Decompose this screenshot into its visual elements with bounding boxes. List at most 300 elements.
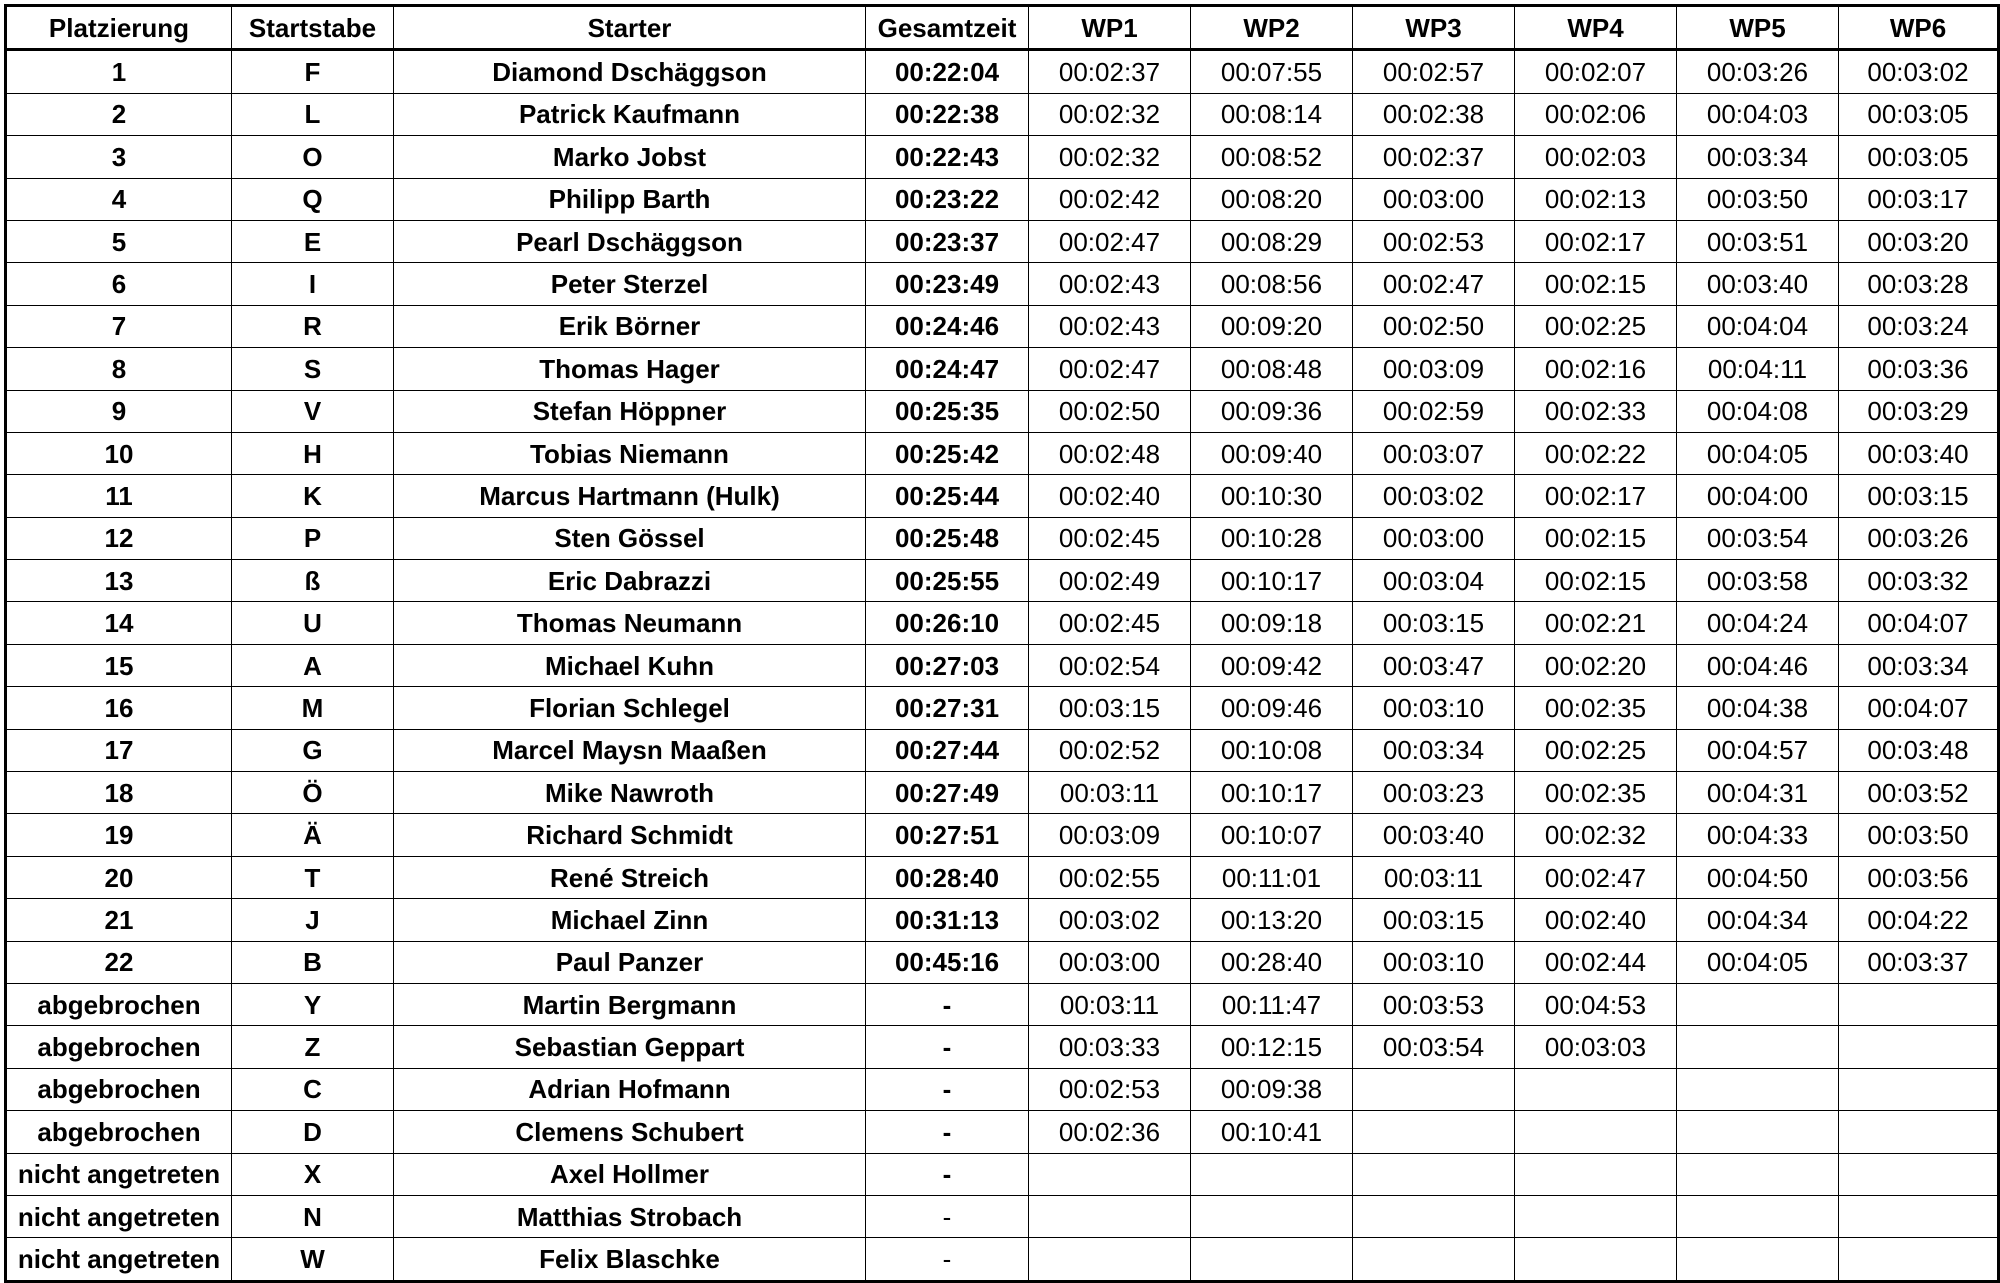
- placement-cell: nicht angetreten: [6, 1238, 232, 1281]
- starter-name-cell: Marcus Hartmann (Hulk): [394, 475, 866, 517]
- table-row: [6, 390, 1999, 432]
- table-row: [6, 432, 1999, 474]
- starter-name-cell: Peter Sterzel: [394, 263, 866, 305]
- header-gesamtzeit: Gesamtzeit: [866, 6, 1029, 50]
- wp6-time-cell: [1839, 1111, 1999, 1153]
- wp4-time-cell: 00:02:25: [1515, 729, 1677, 771]
- total-time-cell: 00:45:16: [866, 941, 1029, 983]
- total-time-cell: 00:31:13: [866, 899, 1029, 941]
- wp4-time-cell: 00:04:53: [1515, 983, 1677, 1025]
- wp6-time-cell: [1839, 1026, 1999, 1068]
- wp6-time-cell: [1839, 1068, 1999, 1110]
- table-row: [6, 220, 1999, 262]
- total-time-cell: 00:25:42: [866, 432, 1029, 474]
- wp4-time-cell: 00:02:15: [1515, 517, 1677, 559]
- total-time-cell: 00:25:55: [866, 560, 1029, 602]
- wp1-time-cell: 00:02:43: [1029, 305, 1191, 347]
- wp3-time-cell: 00:02:47: [1353, 263, 1515, 305]
- wp5-time-cell: 00:04:46: [1677, 644, 1839, 686]
- total-time-cell: 00:24:46: [866, 305, 1029, 347]
- wp2-time-cell: 00:09:40: [1191, 432, 1353, 474]
- wp4-time-cell: 00:02:15: [1515, 263, 1677, 305]
- starter-name-cell: Felix Blaschke: [394, 1238, 866, 1281]
- wp4-time-cell: 00:02:35: [1515, 687, 1677, 729]
- starter-name-cell: Thomas Neumann: [394, 602, 866, 644]
- placement-cell: 6: [6, 263, 232, 305]
- startstabe-cell: H: [232, 432, 394, 474]
- wp5-time-cell: 00:03:54: [1677, 517, 1839, 559]
- wp5-time-cell: 00:04:05: [1677, 941, 1839, 983]
- wp6-time-cell: [1839, 1195, 1999, 1237]
- starter-name-cell: Sten Gössel: [394, 517, 866, 559]
- wp5-time-cell: 00:03:51: [1677, 220, 1839, 262]
- wp2-time-cell: 00:10:07: [1191, 814, 1353, 856]
- wp2-time-cell: 00:10:17: [1191, 772, 1353, 814]
- wp5-time-cell: 00:04:00: [1677, 475, 1839, 517]
- wp4-time-cell: 00:02:06: [1515, 93, 1677, 135]
- startstabe-cell: B: [232, 941, 394, 983]
- total-time-cell: 00:24:47: [866, 348, 1029, 390]
- wp3-time-cell: 00:03:00: [1353, 517, 1515, 559]
- table-row: [6, 729, 1999, 771]
- wp4-time-cell: 00:02:03: [1515, 136, 1677, 178]
- total-time-cell: 00:22:38: [866, 93, 1029, 135]
- startstabe-cell: P: [232, 517, 394, 559]
- wp4-time-cell: 00:03:03: [1515, 1026, 1677, 1068]
- wp4-time-cell: [1515, 1195, 1677, 1237]
- wp2-time-cell: 00:08:20: [1191, 178, 1353, 220]
- starter-name-cell: Michael Kuhn: [394, 644, 866, 686]
- wp1-time-cell: 00:03:15: [1029, 687, 1191, 729]
- wp4-time-cell: 00:02:13: [1515, 178, 1677, 220]
- wp1-time-cell: 00:02:54: [1029, 644, 1191, 686]
- wp5-time-cell: 00:04:04: [1677, 305, 1839, 347]
- wp4-time-cell: 00:02:21: [1515, 602, 1677, 644]
- wp5-time-cell: 00:04:34: [1677, 899, 1839, 941]
- wp6-time-cell: 00:03:28: [1839, 263, 1999, 305]
- placement-cell: abgebrochen: [6, 1026, 232, 1068]
- startstabe-cell: W: [232, 1238, 394, 1281]
- wp4-time-cell: 00:02:16: [1515, 348, 1677, 390]
- total-time-cell: 00:28:40: [866, 856, 1029, 898]
- wp2-time-cell: 00:11:01: [1191, 856, 1353, 898]
- startstabe-cell: S: [232, 348, 394, 390]
- wp6-time-cell: 00:03:15: [1839, 475, 1999, 517]
- placement-cell: 19: [6, 814, 232, 856]
- wp3-time-cell: 00:03:53: [1353, 983, 1515, 1025]
- placement-cell: nicht angetreten: [6, 1153, 232, 1195]
- wp1-time-cell: 00:03:11: [1029, 772, 1191, 814]
- wp4-time-cell: 00:02:07: [1515, 50, 1677, 93]
- table-row: [6, 644, 1999, 686]
- table-row: [6, 602, 1999, 644]
- wp6-time-cell: [1839, 1153, 1999, 1195]
- wp6-time-cell: 00:03:50: [1839, 814, 1999, 856]
- placement-cell: 8: [6, 348, 232, 390]
- wp5-time-cell: [1677, 983, 1839, 1025]
- wp3-time-cell: [1353, 1153, 1515, 1195]
- wp2-time-cell: [1191, 1153, 1353, 1195]
- startstabe-cell: R: [232, 305, 394, 347]
- table-body: [6, 50, 1999, 1281]
- wp3-time-cell: 00:02:57: [1353, 50, 1515, 93]
- wp6-time-cell: 00:04:07: [1839, 602, 1999, 644]
- header-row: [6, 6, 1999, 50]
- wp3-time-cell: 00:03:04: [1353, 560, 1515, 602]
- total-time-cell: -: [866, 1068, 1029, 1110]
- wp6-time-cell: 00:03:34: [1839, 644, 1999, 686]
- table-row: [6, 178, 1999, 220]
- startstabe-cell: M: [232, 687, 394, 729]
- startstabe-cell: Y: [232, 983, 394, 1025]
- wp1-time-cell: 00:02:48: [1029, 432, 1191, 474]
- wp3-time-cell: 00:03:10: [1353, 941, 1515, 983]
- startstabe-cell: K: [232, 475, 394, 517]
- wp5-time-cell: 00:04:08: [1677, 390, 1839, 432]
- wp6-time-cell: 00:03:36: [1839, 348, 1999, 390]
- wp4-time-cell: 00:02:32: [1515, 814, 1677, 856]
- wp1-time-cell: 00:02:45: [1029, 517, 1191, 559]
- wp6-time-cell: 00:03:05: [1839, 136, 1999, 178]
- wp1-time-cell: 00:03:33: [1029, 1026, 1191, 1068]
- starter-name-cell: Matthias Strobach: [394, 1195, 866, 1237]
- startstabe-cell: L: [232, 93, 394, 135]
- total-time-cell: -: [866, 1111, 1029, 1153]
- wp3-time-cell: 00:02:59: [1353, 390, 1515, 432]
- total-time-cell: -: [866, 1195, 1029, 1237]
- table-row: [6, 899, 1999, 941]
- wp4-time-cell: 00:02:47: [1515, 856, 1677, 898]
- wp3-time-cell: 00:03:02: [1353, 475, 1515, 517]
- wp5-time-cell: 00:04:57: [1677, 729, 1839, 771]
- wp3-time-cell: 00:03:10: [1353, 687, 1515, 729]
- table-row: [6, 305, 1999, 347]
- wp4-time-cell: 00:02:17: [1515, 475, 1677, 517]
- header-wp1: WP1: [1029, 6, 1191, 50]
- table-row: [6, 263, 1999, 305]
- wp3-time-cell: 00:03:23: [1353, 772, 1515, 814]
- wp5-time-cell: [1677, 1026, 1839, 1068]
- startstabe-cell: G: [232, 729, 394, 771]
- wp5-time-cell: [1677, 1068, 1839, 1110]
- table-row: [6, 1111, 1999, 1153]
- wp6-time-cell: 00:03:29: [1839, 390, 1999, 432]
- wp2-time-cell: 00:08:52: [1191, 136, 1353, 178]
- starter-name-cell: Mike Nawroth: [394, 772, 866, 814]
- starter-name-cell: Tobias Niemann: [394, 432, 866, 474]
- wp4-time-cell: [1515, 1068, 1677, 1110]
- total-time-cell: 00:27:51: [866, 814, 1029, 856]
- wp5-time-cell: [1677, 1153, 1839, 1195]
- wp2-time-cell: 00:10:28: [1191, 517, 1353, 559]
- total-time-cell: 00:27:31: [866, 687, 1029, 729]
- total-time-cell: 00:22:43: [866, 136, 1029, 178]
- wp5-time-cell: [1677, 1195, 1839, 1237]
- placement-cell: 20: [6, 856, 232, 898]
- wp6-time-cell: [1839, 983, 1999, 1025]
- startstabe-cell: F: [232, 50, 394, 93]
- starter-name-cell: René Streich: [394, 856, 866, 898]
- wp6-time-cell: 00:03:17: [1839, 178, 1999, 220]
- wp6-time-cell: 00:03:24: [1839, 305, 1999, 347]
- placement-cell: 1: [6, 50, 232, 93]
- placement-cell: 14: [6, 602, 232, 644]
- startstabe-cell: A: [232, 644, 394, 686]
- startstabe-cell: V: [232, 390, 394, 432]
- wp5-time-cell: 00:04:11: [1677, 348, 1839, 390]
- table-row: [6, 772, 1999, 814]
- total-time-cell: -: [866, 1153, 1029, 1195]
- startstabe-cell: ß: [232, 560, 394, 602]
- wp3-time-cell: 00:03:40: [1353, 814, 1515, 856]
- wp2-time-cell: 00:09:18: [1191, 602, 1353, 644]
- wp1-time-cell: 00:02:49: [1029, 560, 1191, 602]
- table-row: [6, 50, 1999, 93]
- total-time-cell: 00:25:48: [866, 517, 1029, 559]
- wp4-time-cell: 00:02:20: [1515, 644, 1677, 686]
- table-row: [6, 687, 1999, 729]
- wp3-time-cell: 00:03:11: [1353, 856, 1515, 898]
- wp6-time-cell: 00:03:37: [1839, 941, 1999, 983]
- wp3-time-cell: 00:03:54: [1353, 1026, 1515, 1068]
- wp1-time-cell: 00:03:11: [1029, 983, 1191, 1025]
- header-wp4: WP4: [1515, 6, 1677, 50]
- table-row: [6, 560, 1999, 602]
- total-time-cell: 00:25:44: [866, 475, 1029, 517]
- wp3-time-cell: [1353, 1238, 1515, 1281]
- header-platzierung: Platzierung: [6, 6, 232, 50]
- header-wp3: WP3: [1353, 6, 1515, 50]
- wp4-time-cell: 00:02:44: [1515, 941, 1677, 983]
- results-table: [4, 4, 2000, 1283]
- total-time-cell: -: [866, 983, 1029, 1025]
- wp3-time-cell: 00:02:37: [1353, 136, 1515, 178]
- table-row: [6, 136, 1999, 178]
- starter-name-cell: Axel Hollmer: [394, 1153, 866, 1195]
- wp3-time-cell: 00:02:50: [1353, 305, 1515, 347]
- wp3-time-cell: 00:02:38: [1353, 93, 1515, 135]
- placement-cell: 2: [6, 93, 232, 135]
- table-row: [6, 1068, 1999, 1110]
- starter-name-cell: Pearl Dschäggson: [394, 220, 866, 262]
- startstabe-cell: O: [232, 136, 394, 178]
- wp3-time-cell: 00:03:47: [1353, 644, 1515, 686]
- wp4-time-cell: 00:02:40: [1515, 899, 1677, 941]
- placement-cell: 3: [6, 136, 232, 178]
- wp5-time-cell: 00:03:40: [1677, 263, 1839, 305]
- total-time-cell: 00:25:35: [866, 390, 1029, 432]
- wp6-time-cell: 00:04:22: [1839, 899, 1999, 941]
- wp1-time-cell: [1029, 1153, 1191, 1195]
- starter-name-cell: Philipp Barth: [394, 178, 866, 220]
- wp3-time-cell: 00:03:15: [1353, 602, 1515, 644]
- wp2-time-cell: 00:12:15: [1191, 1026, 1353, 1068]
- wp1-time-cell: 00:02:32: [1029, 136, 1191, 178]
- total-time-cell: 00:27:49: [866, 772, 1029, 814]
- wp2-time-cell: 00:13:20: [1191, 899, 1353, 941]
- total-time-cell: -: [866, 1238, 1029, 1281]
- wp2-time-cell: 00:09:38: [1191, 1068, 1353, 1110]
- wp2-time-cell: 00:08:29: [1191, 220, 1353, 262]
- wp1-time-cell: 00:02:55: [1029, 856, 1191, 898]
- wp6-time-cell: 00:03:20: [1839, 220, 1999, 262]
- startstabe-cell: J: [232, 899, 394, 941]
- starter-name-cell: Marcel Maysn Maaßen: [394, 729, 866, 771]
- startstabe-cell: Q: [232, 178, 394, 220]
- wp2-time-cell: 00:09:46: [1191, 687, 1353, 729]
- wp1-time-cell: 00:02:42: [1029, 178, 1191, 220]
- placement-cell: 16: [6, 687, 232, 729]
- placement-cell: 21: [6, 899, 232, 941]
- total-time-cell: 00:26:10: [866, 602, 1029, 644]
- wp3-time-cell: 00:02:53: [1353, 220, 1515, 262]
- wp2-time-cell: 00:11:47: [1191, 983, 1353, 1025]
- header-starter: Starter: [394, 6, 866, 50]
- table-row: [6, 1195, 1999, 1237]
- wp4-time-cell: 00:02:15: [1515, 560, 1677, 602]
- wp1-time-cell: 00:02:32: [1029, 93, 1191, 135]
- wp3-time-cell: 00:03:15: [1353, 899, 1515, 941]
- wp4-time-cell: [1515, 1238, 1677, 1281]
- startstabe-cell: N: [232, 1195, 394, 1237]
- wp2-time-cell: 00:10:08: [1191, 729, 1353, 771]
- starter-name-cell: Thomas Hager: [394, 348, 866, 390]
- starter-name-cell: Michael Zinn: [394, 899, 866, 941]
- wp2-time-cell: 00:09:42: [1191, 644, 1353, 686]
- startstabe-cell: X: [232, 1153, 394, 1195]
- startstabe-cell: Z: [232, 1026, 394, 1068]
- placement-cell: 5: [6, 220, 232, 262]
- starter-name-cell: Adrian Hofmann: [394, 1068, 866, 1110]
- total-time-cell: 00:27:03: [866, 644, 1029, 686]
- table-row: [6, 475, 1999, 517]
- wp6-time-cell: 00:03:52: [1839, 772, 1999, 814]
- wp3-time-cell: 00:03:34: [1353, 729, 1515, 771]
- wp4-time-cell: 00:02:25: [1515, 305, 1677, 347]
- wp3-time-cell: 00:03:00: [1353, 178, 1515, 220]
- table-row: [6, 1026, 1999, 1068]
- wp1-time-cell: 00:03:02: [1029, 899, 1191, 941]
- wp4-time-cell: [1515, 1153, 1677, 1195]
- wp2-time-cell: 00:10:30: [1191, 475, 1353, 517]
- wp2-time-cell: 00:08:48: [1191, 348, 1353, 390]
- wp2-time-cell: [1191, 1195, 1353, 1237]
- wp1-time-cell: 00:02:36: [1029, 1111, 1191, 1153]
- placement-cell: 4: [6, 178, 232, 220]
- wp2-time-cell: 00:09:36: [1191, 390, 1353, 432]
- wp2-time-cell: 00:09:20: [1191, 305, 1353, 347]
- starter-name-cell: Erik Börner: [394, 305, 866, 347]
- wp3-time-cell: [1353, 1111, 1515, 1153]
- startstabe-cell: C: [232, 1068, 394, 1110]
- placement-cell: nicht angetreten: [6, 1195, 232, 1237]
- starter-name-cell: Patrick Kaufmann: [394, 93, 866, 135]
- wp1-time-cell: 00:02:52: [1029, 729, 1191, 771]
- wp6-time-cell: 00:03:40: [1839, 432, 1999, 474]
- startstabe-cell: D: [232, 1111, 394, 1153]
- header-wp6: WP6: [1839, 6, 1999, 50]
- starter-name-cell: Richard Schmidt: [394, 814, 866, 856]
- total-time-cell: 00:23:22: [866, 178, 1029, 220]
- wp6-time-cell: 00:03:02: [1839, 50, 1999, 93]
- wp1-time-cell: 00:02:43: [1029, 263, 1191, 305]
- wp2-time-cell: 00:28:40: [1191, 941, 1353, 983]
- placement-cell: abgebrochen: [6, 1068, 232, 1110]
- wp5-time-cell: 00:03:26: [1677, 50, 1839, 93]
- wp2-time-cell: 00:07:55: [1191, 50, 1353, 93]
- placement-cell: abgebrochen: [6, 1111, 232, 1153]
- wp5-time-cell: 00:04:33: [1677, 814, 1839, 856]
- placement-cell: 18: [6, 772, 232, 814]
- table-row: [6, 856, 1999, 898]
- starter-name-cell: Marko Jobst: [394, 136, 866, 178]
- wp5-time-cell: 00:03:34: [1677, 136, 1839, 178]
- wp3-time-cell: 00:03:07: [1353, 432, 1515, 474]
- wp1-time-cell: 00:02:53: [1029, 1068, 1191, 1110]
- wp2-time-cell: 00:08:14: [1191, 93, 1353, 135]
- placement-cell: 22: [6, 941, 232, 983]
- startstabe-cell: U: [232, 602, 394, 644]
- table-row: [6, 517, 1999, 559]
- wp5-time-cell: 00:04:31: [1677, 772, 1839, 814]
- header-wp2: WP2: [1191, 6, 1353, 50]
- table-row: [6, 348, 1999, 390]
- starter-name-cell: Eric Dabrazzi: [394, 560, 866, 602]
- starter-name-cell: Stefan Höppner: [394, 390, 866, 432]
- wp1-time-cell: [1029, 1195, 1191, 1237]
- placement-cell: 15: [6, 644, 232, 686]
- table-row: [6, 1238, 1999, 1281]
- wp1-time-cell: 00:02:37: [1029, 50, 1191, 93]
- table-row: [6, 1153, 1999, 1195]
- wp5-time-cell: [1677, 1111, 1839, 1153]
- wp2-time-cell: 00:10:17: [1191, 560, 1353, 602]
- wp2-time-cell: 00:10:41: [1191, 1111, 1353, 1153]
- wp1-time-cell: 00:02:40: [1029, 475, 1191, 517]
- starter-name-cell: Clemens Schubert: [394, 1111, 866, 1153]
- wp6-time-cell: 00:03:26: [1839, 517, 1999, 559]
- wp2-time-cell: 00:08:56: [1191, 263, 1353, 305]
- wp2-time-cell: [1191, 1238, 1353, 1281]
- placement-cell: 10: [6, 432, 232, 474]
- wp5-time-cell: 00:04:03: [1677, 93, 1839, 135]
- wp5-time-cell: [1677, 1238, 1839, 1281]
- wp6-time-cell: 00:04:07: [1839, 687, 1999, 729]
- total-time-cell: -: [866, 1026, 1029, 1068]
- wp1-time-cell: 00:03:09: [1029, 814, 1191, 856]
- startstabe-cell: Ö: [232, 772, 394, 814]
- placement-cell: 11: [6, 475, 232, 517]
- wp5-time-cell: 00:04:50: [1677, 856, 1839, 898]
- placement-cell: 13: [6, 560, 232, 602]
- table-row: [6, 814, 1999, 856]
- wp5-time-cell: 00:03:50: [1677, 178, 1839, 220]
- total-time-cell: 00:23:37: [866, 220, 1029, 262]
- wp6-time-cell: [1839, 1238, 1999, 1281]
- total-time-cell: 00:27:44: [866, 729, 1029, 771]
- wp3-time-cell: [1353, 1195, 1515, 1237]
- wp4-time-cell: [1515, 1111, 1677, 1153]
- startstabe-cell: Ä: [232, 814, 394, 856]
- placement-cell: abgebrochen: [6, 983, 232, 1025]
- startstabe-cell: E: [232, 220, 394, 262]
- wp1-time-cell: 00:02:45: [1029, 602, 1191, 644]
- wp6-time-cell: 00:03:05: [1839, 93, 1999, 135]
- wp1-time-cell: 00:02:47: [1029, 348, 1191, 390]
- wp4-time-cell: 00:02:22: [1515, 432, 1677, 474]
- table-header: [6, 6, 1999, 50]
- wp1-time-cell: 00:02:47: [1029, 220, 1191, 262]
